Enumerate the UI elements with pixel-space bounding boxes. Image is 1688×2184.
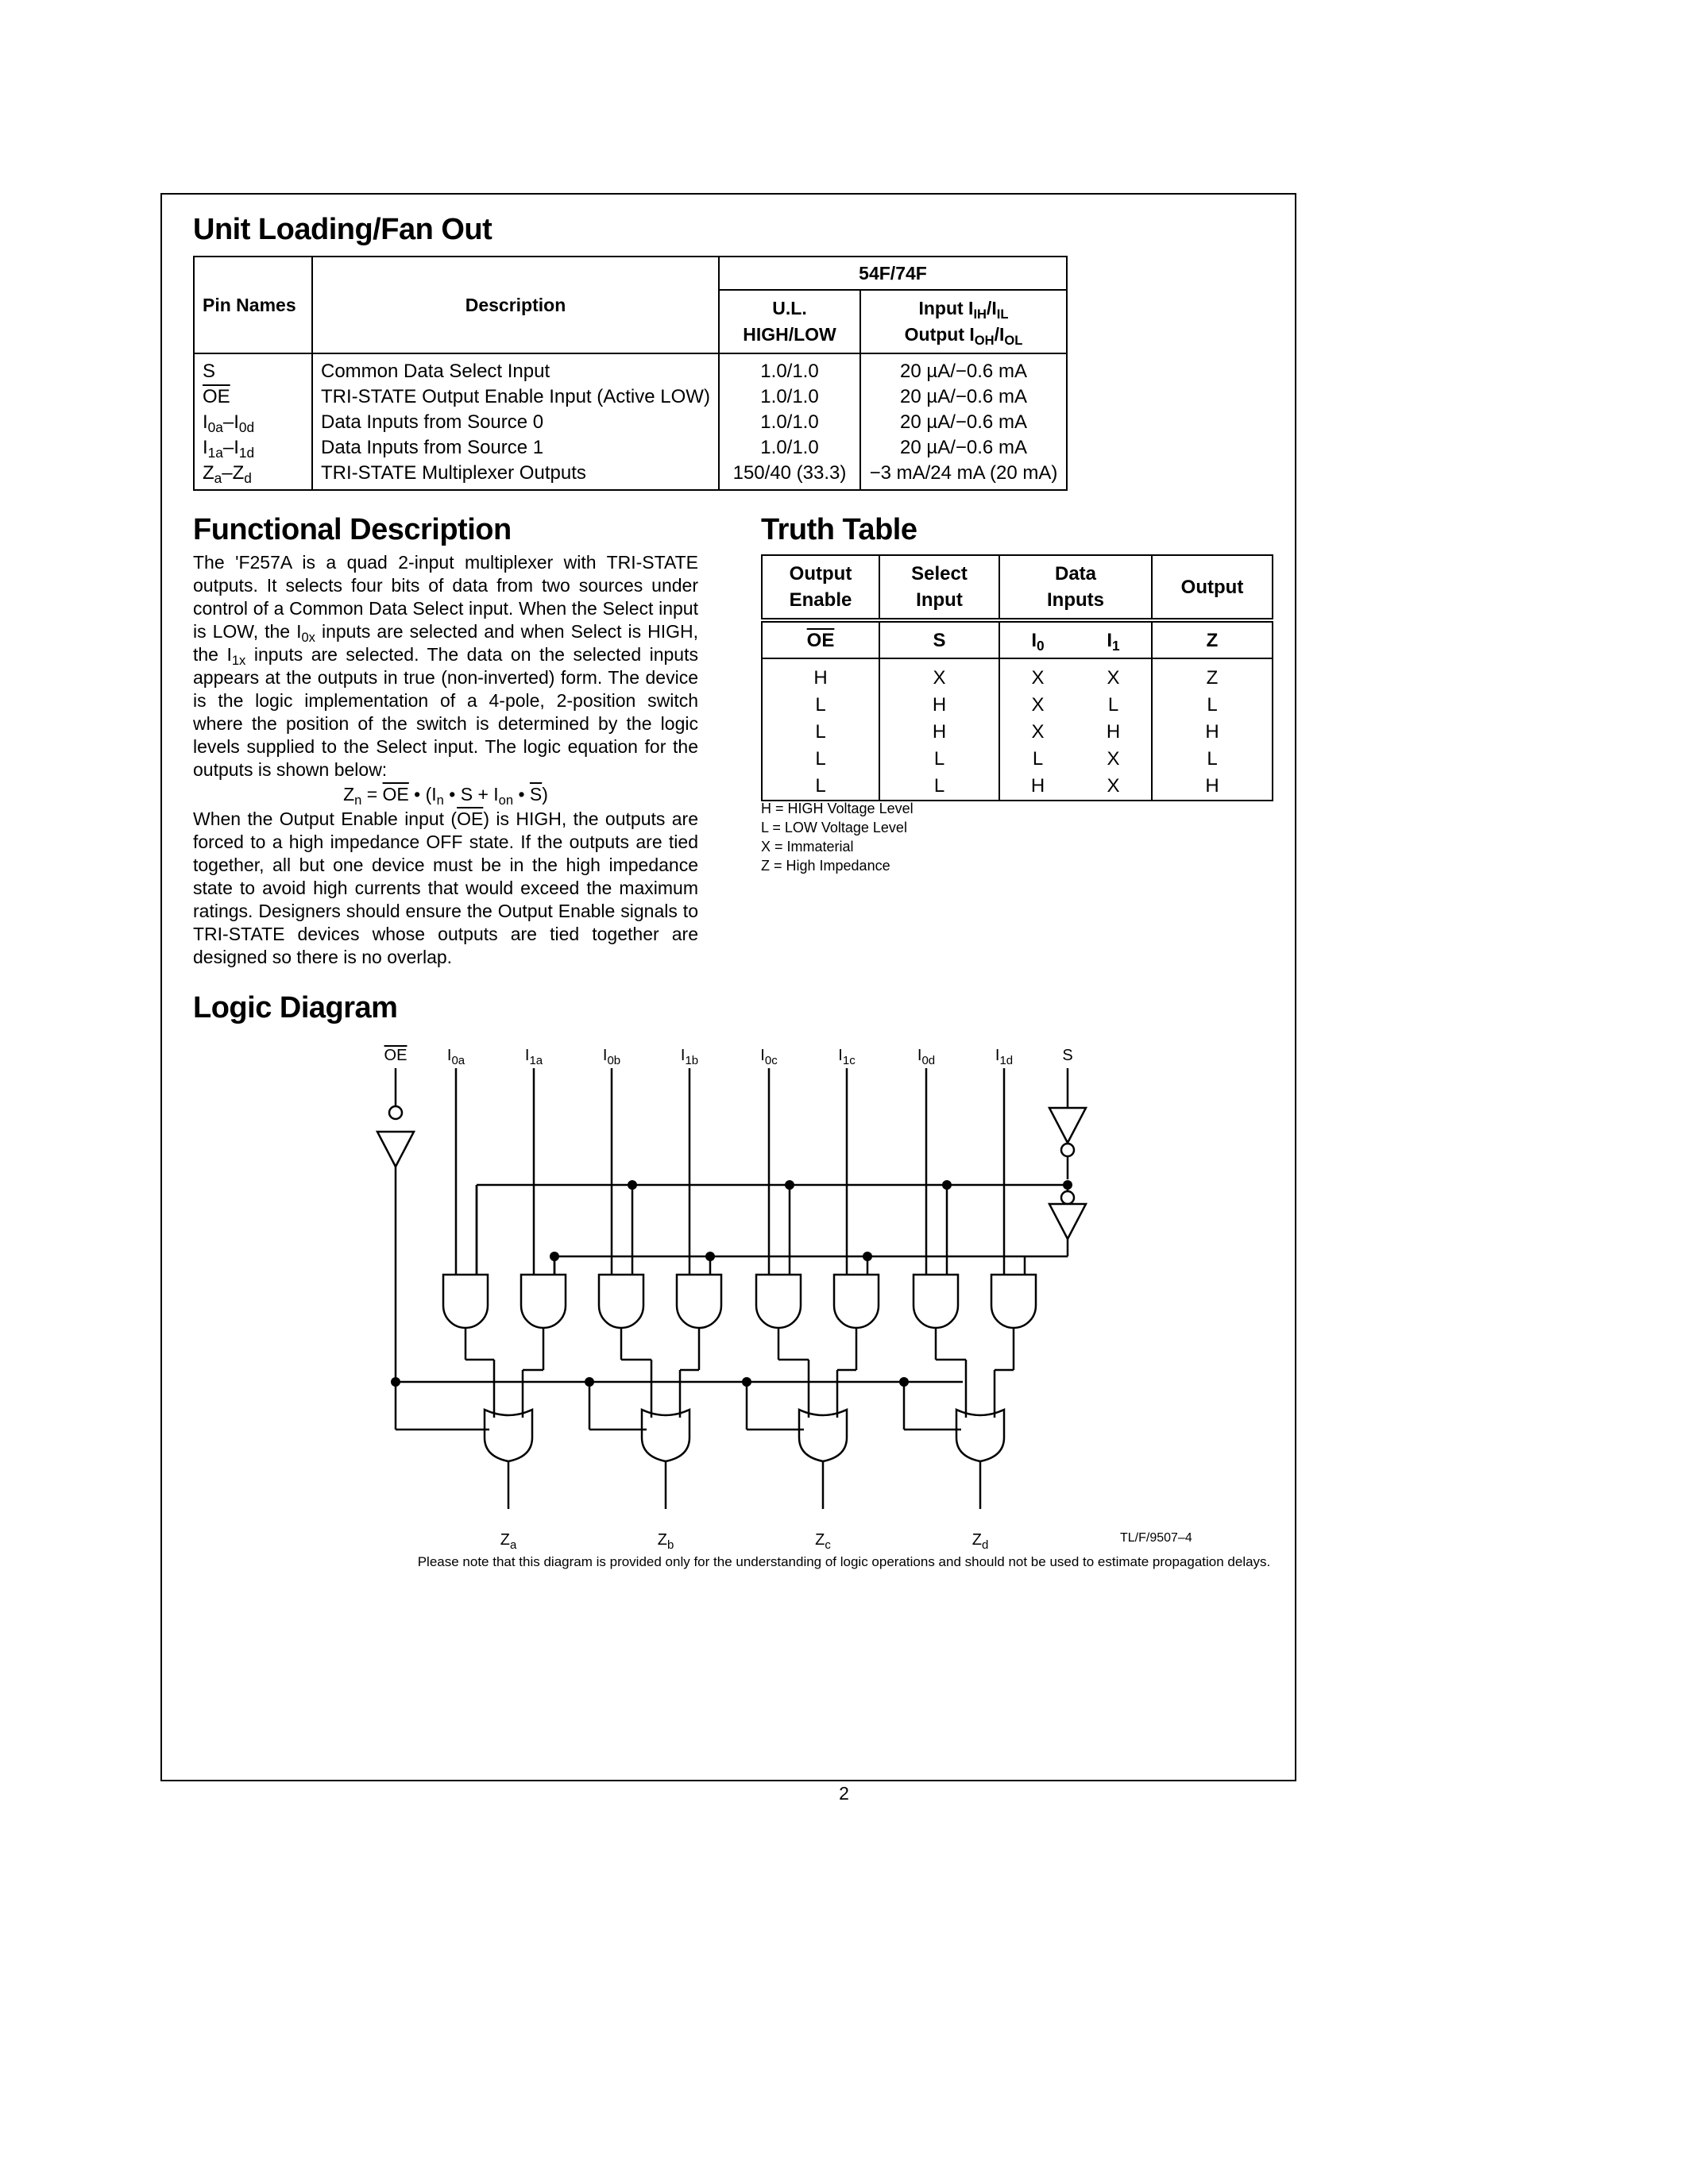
and-gate — [521, 1275, 566, 1328]
and-gate — [914, 1275, 958, 1328]
data-input-label: $I_{0c}$ — [760, 1047, 778, 1067]
unit-loading-title: Unit Loading/Fan Out — [193, 213, 492, 246]
logic-equation: $Z_n = \overline{OE}$ • ($I_n$ • $S + I_{on}$ • $\overline{S}$) — [343, 784, 548, 808]
tt-col-output: Output — [1152, 555, 1273, 620]
data-input-label: $I_{1b}$ — [680, 1047, 699, 1067]
inversion-bubble — [1061, 1191, 1074, 1204]
pin-ul: 1.0/1.0 — [719, 435, 860, 461]
pin-description: Data Inputs from Source 1 — [312, 435, 719, 461]
legend-item: H = HIGH Voltage Level — [761, 801, 914, 816]
pin-description: Common Data Select Input — [312, 353, 719, 384]
truth-table-cell: H — [879, 692, 999, 719]
pin-name: $I_{0a}-I_{0d}$ — [194, 410, 312, 435]
tt-sym-i1: $I_1$ — [1076, 620, 1152, 658]
functional-paragraph-2: When the Output Enable input $(\overline{OE})$ is HIGH, the outputs are forced to a high impedance OFF state. If the outputs are tied together, all but one device must be in the high impedance state to avoid high currents that would exceed the maximum ratings. Designers should ensure the Output Enable signals to TRI-STATE devices whose outputs are tied together are designed so there is no overlap. — [193, 808, 698, 967]
legend-item: L = LOW Voltage Level — [761, 820, 907, 835]
truth-table-cell: L — [879, 773, 999, 801]
data-input-label: $I_{1a}$ — [524, 1047, 543, 1067]
s-input-label: S — [1062, 1047, 1073, 1064]
truth-table-cell: L — [1152, 692, 1273, 719]
pin-ul: 1.0/1.0 — [719, 353, 860, 384]
oe-input-label: OE — [384, 1047, 408, 1064]
truth-table-cell: X — [999, 658, 1076, 692]
and-gate — [677, 1275, 721, 1328]
output-label: $Z_a$ — [500, 1531, 517, 1552]
inversion-bubble — [389, 1106, 402, 1119]
truth-table-cell: L — [762, 773, 879, 801]
truth-table-cell: L — [1152, 746, 1273, 773]
pin-io: −3 mA/24 mA (20 mA) — [860, 461, 1067, 490]
page-number: 2 — [839, 1783, 849, 1804]
buffer-gate — [377, 1132, 414, 1167]
truth-table-title: Truth Table — [761, 513, 917, 546]
legend-item: X = Immaterial — [761, 839, 854, 855]
output-label: $Z_d$ — [971, 1531, 989, 1552]
truth-table-cell: H — [1152, 773, 1273, 801]
col-description: Description — [312, 257, 719, 353]
truth-table-cell: H — [1152, 719, 1273, 746]
truth-table-cell: L — [762, 746, 879, 773]
data-input-label: $I_{0d}$ — [917, 1047, 936, 1067]
truth-table-cell: L — [762, 719, 879, 746]
functional-paragraph-1: The 'F257A is a quad 2-input multiplexer with TRI-STATE outputs. It selects four bits of data from two sources under control of a Common Data Select input. When the Select input is LOW, the $I_{0x}$ inputs are selected and when Select is HIGH, the $I_{1x}$ inputs are selected. The data on the selected inputs appears at the outputs in true (non-inverted) form. The device is the logic implementation of a 4-pole, 2-position switch where the position of the switch is determined by the logic levels supplied to the Select input. The logic equation for the outputs is shown below: — [193, 552, 699, 780]
truth-table-cell: X — [1076, 746, 1152, 773]
tt-col-data-inputs: Data Inputs — [999, 555, 1152, 620]
data-input-label: $I_{0a}$ — [446, 1047, 465, 1067]
truth-table-cell: H — [762, 658, 879, 692]
pin-description: TRI-STATE Output Enable Input (Active LOW) — [312, 384, 719, 410]
diagram-note: Please note that this diagram is provided only for the understanding of logic operations and should not be used to estimate propagation delays. — [417, 1554, 1271, 1569]
truth-table-cell: H — [999, 773, 1076, 801]
col-group-54f74f: 54F/74F — [719, 257, 1067, 290]
pin-name: $\overline{OE}$ — [194, 384, 312, 410]
pin-io: 20 µA/−0.6 mA — [860, 410, 1067, 435]
pin-name: S — [194, 353, 312, 384]
truth-table-cell: X — [1076, 773, 1152, 801]
tt-sym-s: S — [879, 620, 999, 658]
pin-ul: 150/40 (33.3) — [719, 461, 860, 490]
and-gate — [991, 1275, 1036, 1328]
or-gate — [642, 1410, 689, 1461]
pin-io: 20 µA/−0.6 mA — [860, 384, 1067, 410]
pin-description: Data Inputs from Source 0 — [312, 410, 719, 435]
truth-table-cell: H — [1076, 719, 1152, 746]
and-gate — [443, 1275, 488, 1328]
pin-name: $I_{1a}-I_{1d}$ — [194, 435, 312, 461]
buffer-gate — [1049, 1108, 1086, 1143]
col-pin-names: Pin Names — [194, 257, 312, 353]
truth-table-cell: L — [999, 746, 1076, 773]
legend-item: Z = High Impedance — [761, 858, 890, 874]
or-gate — [799, 1410, 847, 1461]
tt-sym-z: Z — [1152, 620, 1273, 658]
and-gate — [599, 1275, 643, 1328]
output-label: $Z_c$ — [815, 1531, 831, 1552]
data-input-label: $I_{1d}$ — [995, 1047, 1014, 1067]
pin-io: 20 µA/−0.6 mA — [860, 353, 1067, 384]
inversion-bubble — [1061, 1144, 1074, 1156]
col-ul: U.L. HIGH/LOW — [719, 290, 860, 353]
junction-dot — [628, 1180, 637, 1190]
or-gate — [485, 1410, 532, 1461]
tt-sym-i0: $I_0$ — [999, 620, 1076, 658]
junction-dot — [705, 1252, 715, 1261]
pin-ul: 1.0/1.0 — [719, 384, 860, 410]
tt-col-select-input: Select Input — [879, 555, 999, 620]
truth-table-cell: L — [762, 692, 879, 719]
truth-table-cell: X — [879, 658, 999, 692]
junction-dot — [785, 1180, 794, 1190]
truth-table-cell: X — [999, 692, 1076, 719]
truth-table-cell: X — [1076, 658, 1152, 692]
figure-reference: TL/F/9507–4 — [1120, 1531, 1192, 1545]
pin-ul: 1.0/1.0 — [719, 410, 860, 435]
tt-col-output-enable: Output Enable — [762, 555, 879, 620]
truth-table-cell: L — [1076, 692, 1152, 719]
output-label: $Z_b$ — [657, 1531, 674, 1552]
or-gate — [956, 1410, 1004, 1461]
functional-description-title: Functional Description — [193, 513, 512, 546]
truth-table-cell: H — [879, 719, 999, 746]
logic-diagram-title: Logic Diagram — [193, 991, 398, 1024]
truth-table-cell: Z — [1152, 658, 1273, 692]
tt-sym-oe: $\overline{OE}$ — [762, 620, 879, 658]
pin-name: $Z_a-Z_d$ — [194, 461, 312, 490]
truth-table-cell: X — [999, 719, 1076, 746]
and-gate — [756, 1275, 801, 1328]
junction-dot — [942, 1180, 952, 1190]
buffer-gate — [1049, 1204, 1086, 1239]
junction-dot — [863, 1252, 872, 1261]
and-gate — [834, 1275, 879, 1328]
data-input-label: $I_{1c}$ — [838, 1047, 856, 1067]
pin-description: TRI-STATE Multiplexer Outputs — [312, 461, 719, 490]
data-input-label: $I_{0b}$ — [602, 1047, 621, 1067]
truth-table-cell: L — [879, 746, 999, 773]
col-input-output: Input $I_{IH}/I_{IL}$ Output $I_{OH}/I_{OL}$ — [860, 290, 1067, 353]
pin-io: 20 µA/−0.6 mA — [860, 435, 1067, 461]
